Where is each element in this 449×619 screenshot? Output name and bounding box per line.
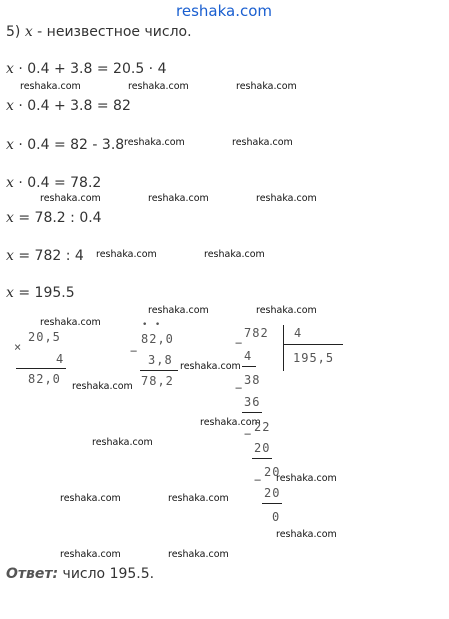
difference: 78,2 <box>141 374 174 388</box>
equation-step-2 <box>6 98 131 114</box>
watermark: reshaka.com <box>72 381 133 392</box>
divisor-rule <box>283 344 343 345</box>
multiplicand: 20,5 <box>28 330 61 344</box>
watermark: reshaka.com <box>92 437 153 448</box>
division-row: 20 <box>264 486 281 500</box>
division-bar <box>283 325 284 371</box>
division-remainder: 0 <box>272 510 281 524</box>
watermark: reshaka.com <box>60 493 121 504</box>
dividend: 782 <box>244 326 269 340</box>
division-rule <box>242 366 256 367</box>
watermark: reshaka.com <box>168 549 229 560</box>
site-title[interactable]: reshaka.com <box>176 2 272 20</box>
watermark: reshaka.com <box>180 361 241 372</box>
watermark: reshaka.com <box>124 137 185 148</box>
watermark: reshaka.com <box>40 317 101 328</box>
division-row: 20 <box>254 441 271 455</box>
multiply-sign: × <box>14 340 23 354</box>
subtrahend: 3,8 <box>148 353 173 367</box>
divisor: 4 <box>294 326 303 340</box>
multiplier: 4 <box>56 352 65 366</box>
equation-step-4 <box>6 175 101 191</box>
step-var: x <box>6 285 14 301</box>
subtraction-rule <box>140 370 178 371</box>
division-rule <box>262 503 282 504</box>
equation-step-1 <box>6 61 166 77</box>
step-expr: = 195.5 <box>13 285 75 301</box>
equation-step-5 <box>6 210 102 226</box>
watermark: reshaka.com <box>276 473 337 484</box>
watermark: reshaka.com <box>232 137 293 148</box>
minus-sign: − <box>244 427 253 441</box>
product: 82,0 <box>28 372 61 386</box>
answer-text: число 195.5. <box>58 566 155 582</box>
minuend: 82,0 <box>141 332 174 346</box>
division-row: 4 <box>244 349 253 363</box>
quotient: 195,5 <box>293 351 335 365</box>
answer-line <box>6 566 154 582</box>
division-rule <box>242 412 262 413</box>
equation-step-7 <box>6 285 75 301</box>
task-statement: - неизвестное число. <box>32 24 192 40</box>
watermark: reshaka.com <box>256 305 317 316</box>
step-expr: · 0.4 = 78.2 <box>13 175 102 191</box>
step-expr: = 78.2 : 0.4 <box>13 210 102 226</box>
step-var: x <box>6 248 14 264</box>
watermark: reshaka.com <box>128 81 189 92</box>
watermark: reshaka.com <box>200 417 261 428</box>
watermark: reshaka.com <box>236 81 297 92</box>
equation-step-6 <box>6 248 84 264</box>
watermark: reshaka.com <box>40 193 101 204</box>
step-var: x <box>6 137 14 153</box>
division-row: 38 <box>244 373 261 387</box>
division-rule <box>252 458 272 459</box>
watermark: reshaka.com <box>20 81 81 92</box>
step-expr: = 782 : 4 <box>13 248 84 264</box>
step-expr: · 0.4 + 3.8 = 82 <box>13 98 131 114</box>
minus-sign: − <box>130 344 139 358</box>
watermark: reshaka.com <box>96 249 157 260</box>
equation-step-3 <box>6 137 124 153</box>
minus-sign: − <box>254 473 263 487</box>
step-var: x <box>6 210 14 226</box>
step-expr: · 0.4 = 82 - 3.8 <box>13 137 125 153</box>
division-row: 20 <box>264 465 281 479</box>
minus-sign: − <box>235 381 244 395</box>
step-var: x <box>6 98 14 114</box>
watermark: reshaka.com <box>60 549 121 560</box>
watermark: reshaka.com <box>256 193 317 204</box>
watermark: reshaka.com <box>276 529 337 540</box>
task-line <box>6 24 192 40</box>
multiply-rule <box>16 368 66 369</box>
minus-sign: − <box>235 336 244 350</box>
watermark: reshaka.com <box>148 305 209 316</box>
step-var: x <box>6 61 14 77</box>
answer-label: Ответ: <box>6 566 59 582</box>
watermark: reshaka.com <box>204 249 265 260</box>
task-number: 5) <box>6 24 21 40</box>
watermark: reshaka.com <box>148 193 209 204</box>
borrow-dots: • • <box>142 320 162 330</box>
step-expr: · 0.4 + 3.8 = 20.5 · 4 <box>13 61 167 77</box>
division-row: 22 <box>254 420 271 434</box>
step-var: x <box>6 175 14 191</box>
task-variable: x <box>24 24 33 40</box>
watermark: reshaka.com <box>168 493 229 504</box>
division-row: 36 <box>244 395 261 409</box>
